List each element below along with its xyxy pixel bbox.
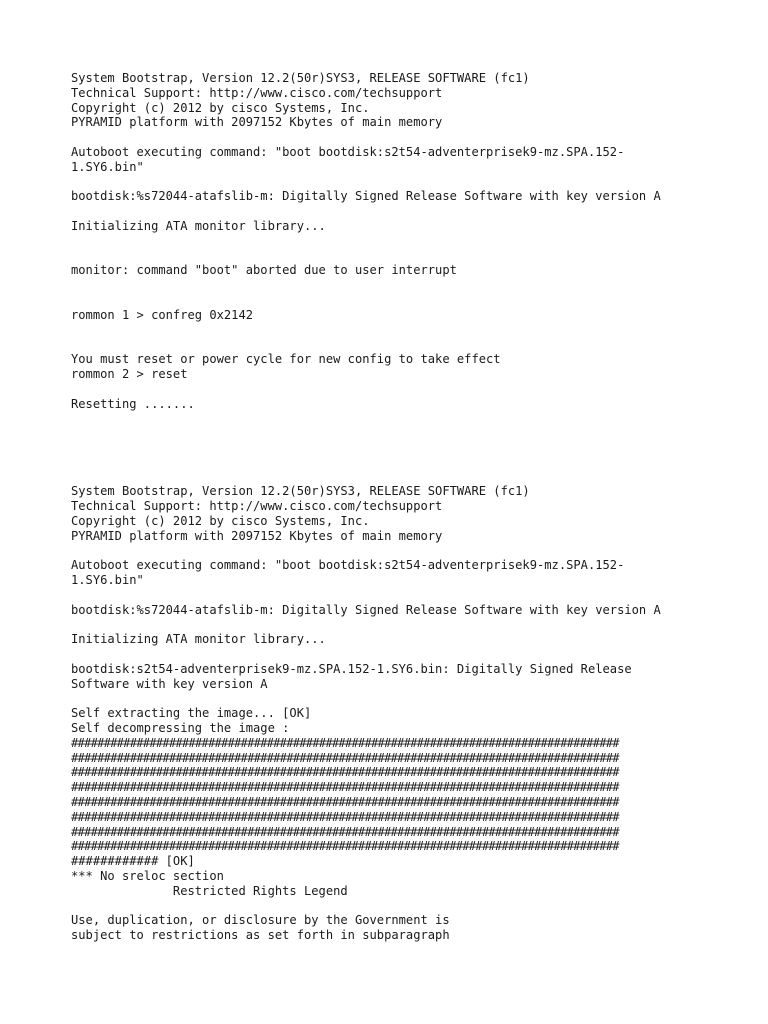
platform-memory-line: PYRAMID platform with 2097152 Kbytes of main memory	[71, 115, 443, 130]
resetting-line: Resetting .......	[71, 396, 195, 411]
signed-release-line: bootdisk:%s72044-atafslib-m: Digitally Signed Release Software with key version A	[71, 602, 661, 617]
progress-hashes: ####################################################################################	[71, 839, 619, 854]
technical-support-line: Technical Support: http://www.cisco.com/techsupport	[71, 499, 443, 514]
signature-check	[71, 189, 711, 204]
legend-title: Restricted Rights Legend	[71, 883, 348, 898]
bootstrap-header	[71, 71, 711, 130]
autoboot-line-2: 1.SY6.bin"	[71, 159, 144, 174]
reset-notice	[71, 352, 711, 382]
copyright-line: Copyright (c) 2012 by cisco Systems, Inc.	[71, 100, 370, 115]
bootstrap-version-line: System Bootstrap, Version 12.2(50r)SYS3, RELEASE SOFTWARE (fc1)	[71, 71, 530, 85]
progress-hashes: ####################################################################################	[71, 765, 619, 780]
progress-hashes: ####################################################################################	[71, 750, 619, 765]
bootstrap-header-2	[71, 484, 711, 543]
console-log	[71, 71, 711, 958]
platform-memory-line: PYRAMID platform with 2097152 Kbytes of main memory	[71, 528, 443, 543]
ata-init-line: Initializing ATA monitor library...	[71, 218, 326, 233]
restricted-rights-legend	[71, 913, 711, 943]
self-decompress-line: Self decompressing the image :	[71, 721, 290, 736]
technical-support-line: Technical Support: http://www.cisco.com/techsupport	[71, 85, 443, 100]
confreg-line: rommon 1 > confreg 0x2142	[71, 307, 254, 322]
autoboot-line-1: Autoboot executing command: "boot bootdisk:s2t54-adventerprisek9-mz.SPA.152-	[71, 558, 625, 573]
autoboot-line-1: Autoboot executing command: "boot bootdisk:s2t54-adventerprisek9-mz.SPA.152-	[71, 144, 625, 159]
copyright-line: Copyright (c) 2012 by cisco Systems, Inc.	[71, 513, 370, 528]
legend-body-line-2: subject to restrictions as set forth in subparagraph	[71, 928, 450, 943]
signed-release-line: bootdisk:%s72044-atafslib-m: Digitally Signed Release Software with key version A	[71, 189, 661, 204]
reset-notice-line: You must reset or power cycle for new config to take effect	[71, 352, 501, 367]
progress-hashes: ####################################################################################	[71, 735, 619, 750]
confreg-command	[71, 308, 711, 323]
progress-hashes: ####################################################################################	[71, 795, 619, 810]
ata-init-2	[71, 632, 711, 647]
signature-check-2	[71, 603, 711, 618]
ata-init-line: Initializing ATA monitor library...	[71, 632, 326, 647]
resetting-status	[71, 397, 711, 412]
image-signature	[71, 662, 711, 692]
reset-command-line: rommon 2 > reset	[71, 366, 188, 381]
boot-abort	[71, 263, 711, 278]
abort-line: monitor: command "boot" aborted due to user interrupt	[71, 263, 457, 278]
image-signed-line-2: Software with key version A	[71, 676, 268, 691]
image-signed-line-1: bootdisk:s2t54-adventerprisek9-mz.SPA.152-1.SY6.bin: Digitally Signed Release	[71, 661, 632, 676]
autoboot-line-2: 1.SY6.bin"	[71, 573, 144, 588]
image-extraction	[71, 706, 711, 898]
autoboot-command	[71, 145, 711, 175]
progress-hashes: ####################################################################################	[71, 809, 619, 824]
progress-hashes: ####################################################################################	[71, 824, 619, 839]
sreloc-line: *** No sreloc section	[71, 869, 224, 884]
autoboot-command-2	[71, 558, 711, 588]
self-extract-line: Self extracting the image... [OK]	[71, 706, 312, 721]
ata-init	[71, 219, 711, 234]
progress-complete-line: ############ [OK]	[71, 854, 195, 869]
legend-body-line-1: Use, duplication, or disclosure by the Government is	[71, 913, 450, 928]
bootstrap-version-line: System Bootstrap, Version 12.2(50r)SYS3, RELEASE SOFTWARE (fc1)	[71, 484, 530, 499]
progress-hashes: ####################################################################################	[71, 780, 619, 795]
